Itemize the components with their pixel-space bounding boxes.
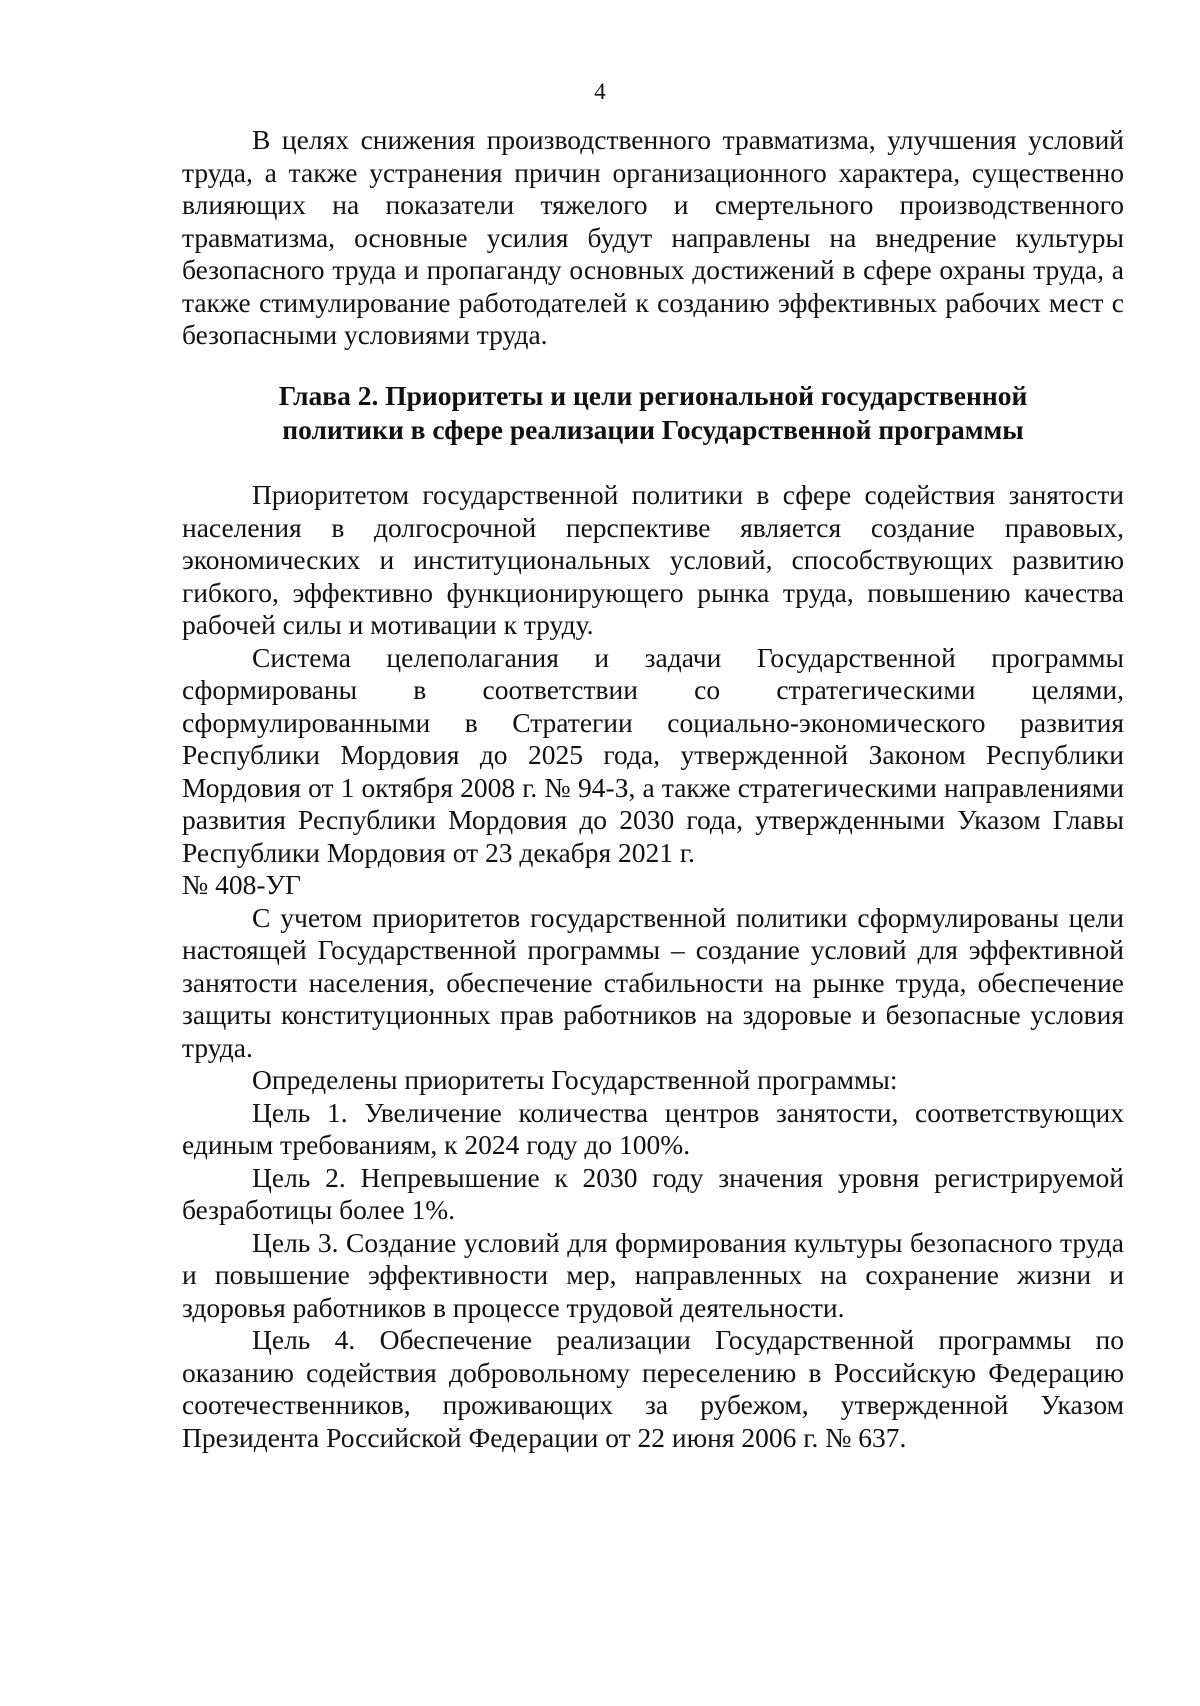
intro-section bbox=[182, 124, 1124, 352]
paragraph-goal-4: Цель 4. Обеспечение реализации Государственной программы по оказанию содействия добровольному переселению в Российскую Федерацию соотечественников, проживающих за рубежом, утвержденной Указом Президента Российской Федерации от 22 июня 2006 г. № 637. bbox=[182, 1324, 1124, 1453]
main-section bbox=[182, 479, 1124, 1454]
chapter-heading-line-1: Глава 2. Приоритеты и цели региональной государственной bbox=[278, 380, 1028, 411]
paragraph-priorities-intro: Определены приоритеты Государственной программы: bbox=[252, 1064, 898, 1095]
intro-paragraph: В целях снижения производственного травматизма, улучшения условий труда, а также устранения причин организационного характера, существенно влияющих на показатели тяжелого и смертельного производственного травматизма, основные усилия будут направлены на внедрение культуры безопасного труда и пропаганду основных достижений в сфере охраны труда, а также стимулирование работодателей к созданию эффективных рабочих мест с безопасными условиями труда. bbox=[182, 124, 1124, 350]
chapter-heading bbox=[182, 379, 1124, 447]
chapter-heading-line-2: политики в сфере реализации Государственной программы bbox=[282, 414, 1024, 445]
paragraph-goals: С учетом приоритетов государственной политики сформулированы цели настоящей Государственной программы – создание условий для эффективной занятости населения, обеспечение стабильности на рынке труда, обеспечение защиты конституционных прав работников на здоровые и безопасные условия труда. bbox=[182, 901, 1124, 1063]
paragraph-goal-2: Цель 2. Непревышение к 2030 году значения уровня регистрируемой безработицы более 1%. bbox=[182, 1161, 1124, 1225]
paragraph-goal-3: Цель 3. Создание условий для формирования культуры безопасного труда и повышение эффективности мер, направленных на сохранение жизни и здоровья работников в процессе трудовой деятельности. bbox=[182, 1226, 1124, 1323]
paragraph-goal-1: Цель 1. Увеличение количества центров занятости, соответствующих единым требованиям, к 2024 году до 100%. bbox=[182, 1096, 1124, 1160]
paragraph-goal-setting: Система целеполагания и задачи Государственной программы сформированы в соответствии со стратегическими целями, сформулированными в Стратегии социально-экономического развития Республики Мордовия до 2025 года, утвержденной Законом Республики Мордовия от 1 октября 2008 г. № 94-З, а также стратегическими направлениями развития Республики Мордовия до 2030 года, утвержденными Указом Главы Республики Мордовия от 23 декабря 2021 г. bbox=[182, 641, 1124, 868]
paragraph-priority: Приоритетом государственной политики в сфере содействия занятости населения в долгосрочной перспективе является создание правовых, экономических и институциональных условий, способствующих развитию гибкого, эффективно функционирующего рынка труда, повышению качества рабочей силы и мотивации к труду. bbox=[182, 479, 1124, 640]
decree-number-line: № 408-УГ bbox=[182, 869, 301, 900]
page-number: 4 bbox=[594, 79, 606, 104]
